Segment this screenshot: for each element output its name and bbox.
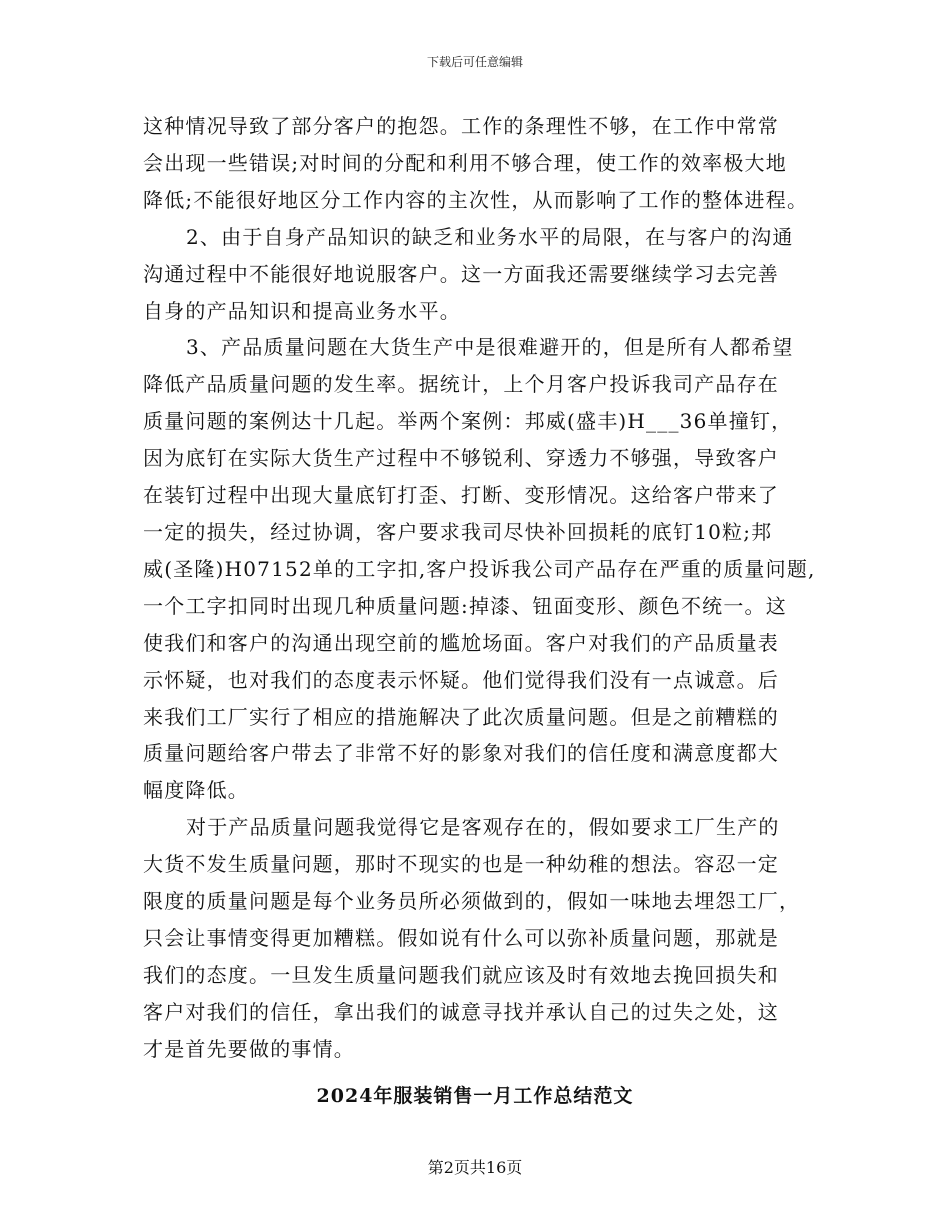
- text-line: 我们的态度。一旦发生质量问题我们就应该及时有效地去挽回损失和: [143, 962, 779, 987]
- page-footer: 第2页共16页: [427, 1158, 523, 1177]
- text-line: 限度的质量问题是每个业务员所必须做到的，假如一味地去埋怨工厂，: [143, 889, 801, 914]
- text-line: 对于产品质量问题我觉得它是客观存在的，假如要求工厂生产的: [186, 815, 780, 840]
- text-line: 自身的产品知识和提高业务水平。: [143, 298, 461, 323]
- body-text: [143, 108, 823, 1068]
- text-line: 大货不发生质量问题，那时不现实的也是一种幼稚的想法。容忍一定: [143, 852, 779, 877]
- text-line: 这种情况导致了部分客户的抱怨。工作的条理性不够，在工作中常常: [143, 114, 779, 138]
- text-line: 2、由于自身产品知识的缺乏和业务水平的局限，在与客户的沟通: [186, 224, 794, 249]
- text-line: 使我们和客户的沟通出现空前的尴尬场面。客户对我们的产品质量表: [143, 630, 779, 655]
- text-line: 幅度降低。: [143, 778, 249, 803]
- text-line: 3、产品质量问题在大货生产中是很难避开的，但是所有人都希望: [186, 335, 794, 360]
- text-line: 在装钉过程中出现大量底钉打歪、打断、变形情况。这给客户带来了: [143, 483, 779, 508]
- text-line: 才是首先要做的事情。: [143, 1036, 355, 1061]
- text-line: 沟通过程中不能很好地说服客户。这一方面我还需要继续学习去完善: [143, 261, 779, 286]
- text-line: 一定的损失，经过协调，客户要求我司尽快补回损耗的底钉10粒;邦: [143, 519, 773, 544]
- text-line: 因为底钉在实际大货生产过程中不够锐利、穿透力不够强，导致客户: [143, 446, 779, 471]
- text-line: 一个工字扣同时出现几种质量问题:掉漆、钮面变形、颜色不统一。这: [143, 593, 787, 618]
- text-line: 质量问题的案例达十几起。举两个案例：邦威(盛丰)H___36单撞钉，: [143, 409, 793, 434]
- text-line: 会出现一些错误;对时间的分配和利用不够合理，使工作的效率极大地: [143, 150, 787, 175]
- text-line: 降低产品质量问题的发生率。据统计，上个月客户投诉我司产品存在: [143, 372, 779, 397]
- text-line: 降低;不能很好地区分工作内容的主次性，从而影响了工作的整体进程。: [143, 187, 809, 212]
- section-title: 2024年服装销售一月工作总结范文: [316, 1085, 634, 1107]
- text-line: 威(圣隆)H07152单的工字扣,客户投诉我公司产品存在严重的质量问题,: [143, 556, 816, 581]
- text-line: 质量问题给客户带去了非常不好的影象对我们的信任度和满意度都大: [143, 741, 779, 766]
- text-line: 只会让事情变得更加糟糕。假如说有什么可以弥补质量问题，那就是: [143, 925, 779, 950]
- text-line: 来我们工厂实行了相应的措施解决了此次质量问题。但是之前糟糕的: [143, 704, 779, 729]
- page-header: 下载后可任意编辑: [426, 55, 523, 69]
- text-line: 示怀疑，也对我们的态度表示怀疑。他们觉得我们没有一点诚意。后: [143, 667, 779, 692]
- text-line: 客户对我们的信任，拿出我们的诚意寻找并承认自己的过失之处，这: [143, 999, 779, 1024]
